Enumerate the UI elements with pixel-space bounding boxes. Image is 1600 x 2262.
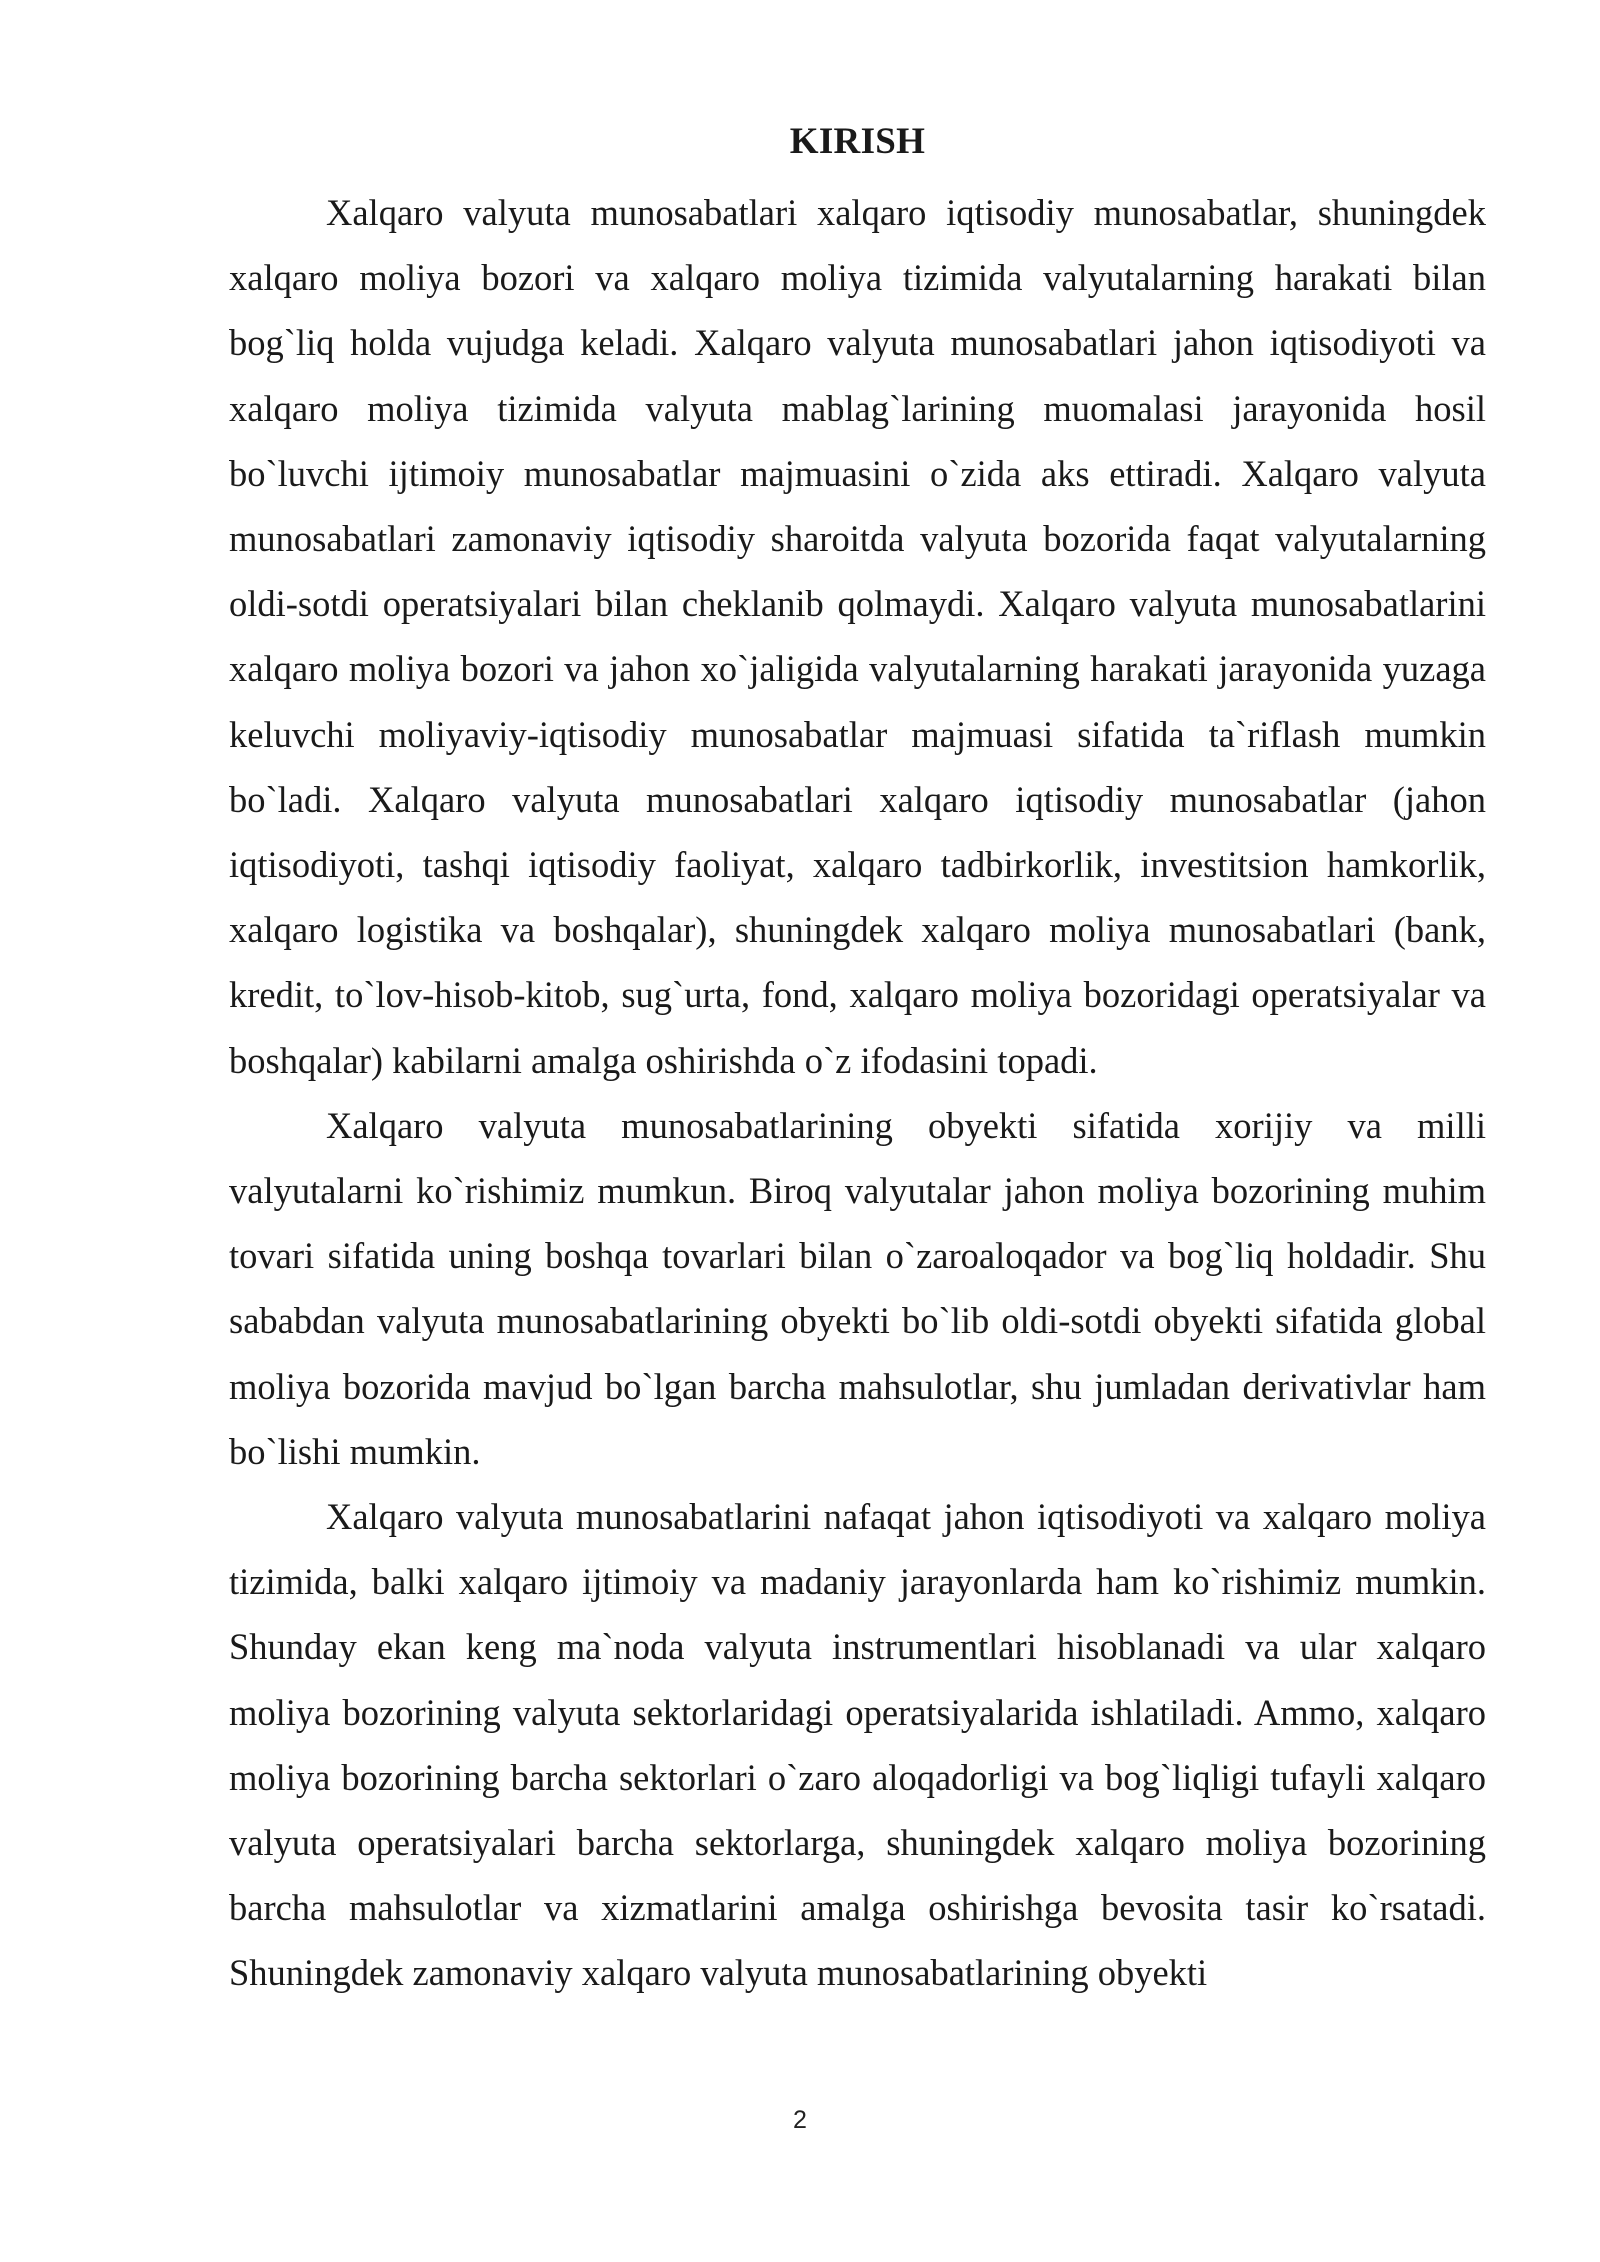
paragraph-2: Xalqaro valyuta munosabatlarining obyekti sifatida xorijiy va milli valyutalarni ko`rishimiz mumkun. Biroq valyutalar jahon moliya bozorining muhim tovari sifatida uning boshqa tovarlari bilan o`zaroaloqador va bog`liq holdadir. Shu sababdan valyuta munosabatlarining obyekti bo`lib oldi-sotdi obyekti sifatida global moliya bozorida mavjud bo`lgan barcha mahsulotlar, shu jumladan derivativlar ham bo`lishi mumkin.	[229, 1104, 1486, 1472]
page-number: 2	[793, 2106, 807, 2134]
page-content	[229, 114, 1486, 2006]
page-title: KIRISH	[789, 121, 926, 162]
paragraph-1: Xalqaro valyuta munosabatlari xalqaro iqtisodiy munosabatlar, shuningdek xalqaro moliya bozori va xalqaro moliya tizimida valyutalarning harakati bilan bog`liq holda vujudga keladi. Xalqaro valyuta munosabatlari jahon iqtisodiyoti va xalqaro moliya tizimida valyuta mablag`larining muomalasi jarayonida hosil bo`luvchi ijtimoiy munosabatlar majmuasini o`zida aks ettiradi. Xalqaro valyuta munosabatlari zamonaviy iqtisodiy sharoitda valyuta bozorida faqat valyutalarning oldi-sotdi operatsiyalari bilan cheklanib qolmaydi. Xalqaro valyuta munosabatlarini xalqaro moliya bozori va jahon xo`jaligida valyutalarning harakati jarayonida yuzaga keluvchi moliyaviy-iqtisodiy munosabatlar majmuasi sifatida ta`riflash mumkin bo`ladi. Xalqaro valyuta munosabatlari xalqaro iqtisodiy munosabatlar (jahon iqtisodiyoti, tashqi iqtisodiy faoliyat, xalqaro tadbirkorlik, investitsion hamkorlik, xalqaro logistika va boshqalar), shuningdek xalqaro moliya munosabatlari (bank, kredit, to`lov-hisob-kitob, sug`urta, fond, xalqaro moliya bozoridagi operatsiyalar va boshqalar) kabilarni amalga oshirishda o`z ifodasini topadi.	[229, 192, 1486, 1081]
paragraph-3: Xalqaro valyuta munosabatlarini nafaqat jahon iqtisodiyoti va xalqaro moliya tizimida, balki xalqaro ijtimoiy va madaniy jarayonlarda ham ko`rishimiz mumkin. Shunday ekan keng ma`noda valyuta instrumentlari hisoblanadi va ular xalqaro moliya bozorining valyuta sektorlaridagi operatsiyalarida ishlatiladi. Ammo, xalqaro moliya bozorining barcha sektorlari o`zaro aloqadorligi va bog`liqligi tufayli xalqaro valyuta operatsiyalari barcha sektorlarga, shuningdek xalqaro moliya bozorining barcha mahsulotlar va xizmatlarini amalga oshirishga bevosita tasir ko`rsatadi. Shuningdek zamonaviy xalqaro valyuta munosabatlarining obyekti	[229, 1496, 1486, 1994]
